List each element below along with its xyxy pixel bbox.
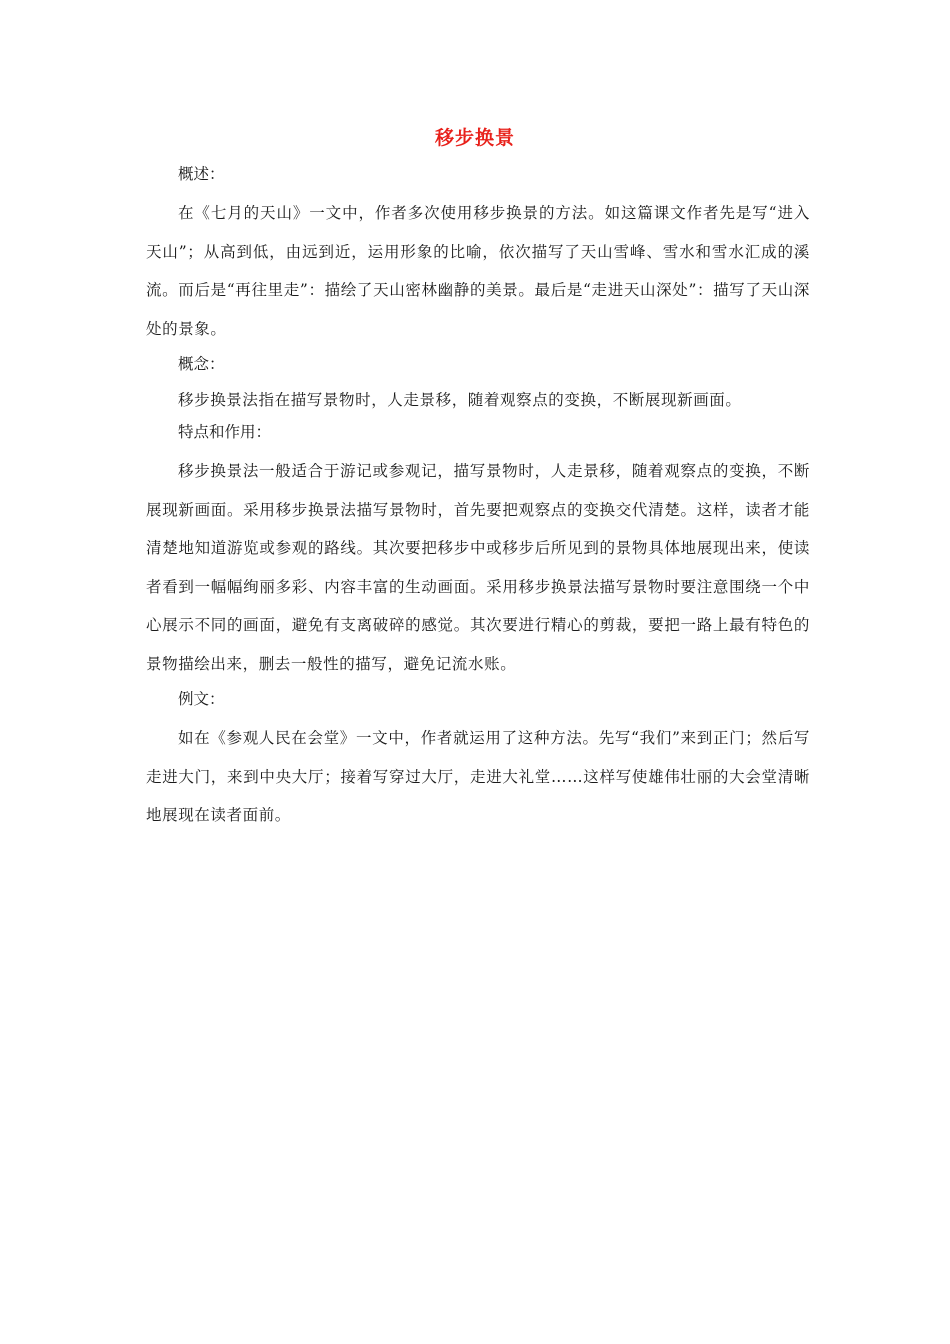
section-heading-overview: 概述：	[178, 165, 225, 183]
section-concept	[146, 350, 810, 416]
section-features	[146, 418, 810, 683]
section-example	[146, 685, 810, 835]
section-overview	[146, 160, 810, 348]
section-heading-concept: 概念：	[178, 355, 225, 373]
paragraph-overview: 在《七月的天山》一文中，作者多次使用移步换景的方法。如这篇课文作者先是写“进入天山”；从高到低，由远到近，运用形象的比喻，依次描写了天山雪峰、雪水和雪水汇成的溪流。而后是“再往里走”：描绘了天山密林幽静的美景。最后是“走进天山深处”：描写了天山深处的景象。	[146, 204, 810, 338]
paragraph-concept: 移步换景法指在描写景物时，人走景移，随着观察点的变换，不断展现新画面。	[178, 391, 742, 409]
paragraph-features: 移步换景法一般适合于游记或参观记，描写景物时，人走景移，随着观察点的变换，不断展现新画面。采用移步换景法描写景物时，首先要把观察点的变换交代清楚。这样，读者才能清楚地知道游览或参观的路线。其次要把移步中或移步后所见到的景物具体地展现出来，使读者看到一幅幅绚丽多彩、内容丰富的生动画面。采用移步换景法描写景物时要注意围绕一个中心展示不同的画面，避免有支离破碎的感觉。其次要进行精心的剪裁，要把一路上最有特色的景物描绘出来，删去一般性的描写，避免记流水账。	[146, 462, 810, 673]
section-heading-example: 例文：	[178, 690, 225, 708]
document-title: 移步换景	[434, 127, 515, 149]
section-heading-features: 特点和作用：	[178, 423, 272, 441]
document-body	[146, 160, 810, 837]
paragraph-example: 如在《参观人民在会堂》一文中，作者就运用了这种方法。先写“我们”来到正门；然后写走进大门，来到中央大厅；接着写穿过大厅，走进大礼堂……这样写使雄伟壮丽的大会堂清晰地展现在读者面前。	[146, 729, 810, 824]
